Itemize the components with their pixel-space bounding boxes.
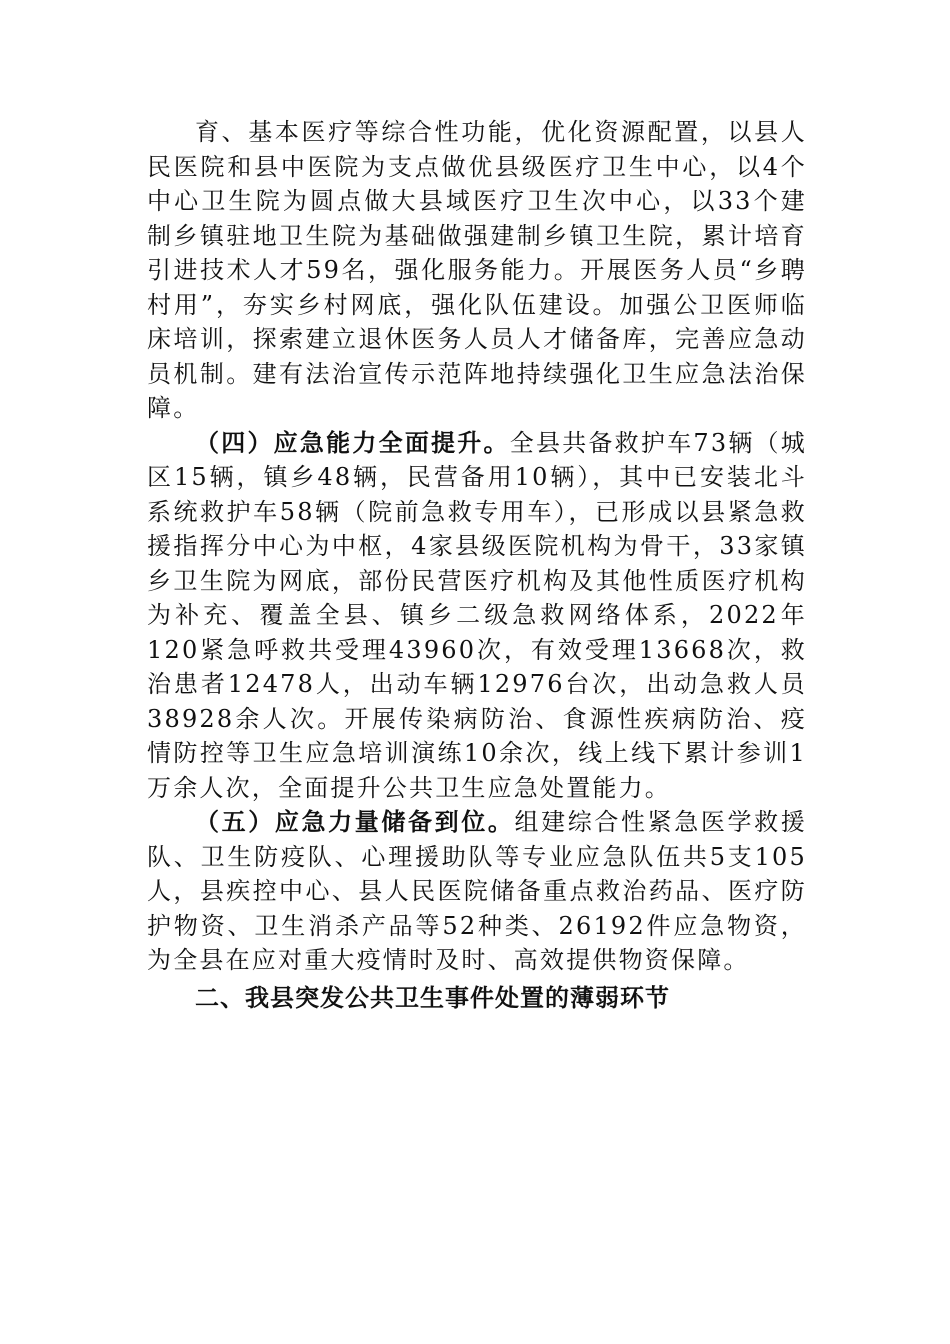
- paragraph-emergency-capability: [147, 426, 807, 806]
- section-5-body: 组建综合性紧急医学救援队、卫生防疫队、心理援助队等专业应急队伍共5支105人，县疾控中心、县人民医院储备重点救治药品、医疗防护物资、卫生消杀产品等52种类、26192件应急物资，为全县在应对重大疫情时及时、高效提供物资保障。: [147, 808, 807, 974]
- paragraph-medical-resources: 育、基本医疗等综合性功能，优化资源配置，以县人民医院和县中医院为支点做优县级医疗卫生中心，以4个中心卫生院为圆点做大县域医疗卫生次中心，以33个建制乡镇驻地卫生院为基础做强建制乡镇卫生院，累计培育引进技术人才59名，强化服务能力。开展医务人员“乡聘村用”，夯实乡村网底，强化队伍建设。加强公卫医师临床培训，探索建立退休医务人员人才储备库，完善应急动员机制。建有法治宣传示范阵地持续强化卫生应急法治保障。: [147, 118, 807, 422]
- document-page: [147, 115, 807, 1015]
- section-heading-weaknesses: 二、我县突发公共卫生事件处置的薄弱环节: [195, 983, 670, 1012]
- section-4-lead: （四）应急能力全面提升。: [195, 428, 510, 457]
- section-4-body: 全县共备救护车73辆（城区15辆，镇乡48辆，民营备用10辆），其中已安装北斗系统救护车58辆（院前急救专用车），已形成以县紧急救援指挥分中心为中枢，4家县级医院机构为骨干，33家镇乡卫生院为网底，部份民营医疗机构及其他性质医疗机构为补充、覆盖全县、镇乡二级急救网络体系，2022年120紧急呼救共受理43960次，有效受理13668次，救治患者12478人，出动车辆12976台次，出动急救人员38928余人次。开展传染病防治、食源性疾病防治、疫情防控等卫生应急培训演练10余次，线上线下累计参训1万余人次，全面提升公共卫生应急处置能力。: [147, 428, 807, 802]
- paragraph-emergency-reserve: [147, 805, 807, 978]
- section-5-lead: （五）应急力量储备到位。: [195, 808, 515, 836]
